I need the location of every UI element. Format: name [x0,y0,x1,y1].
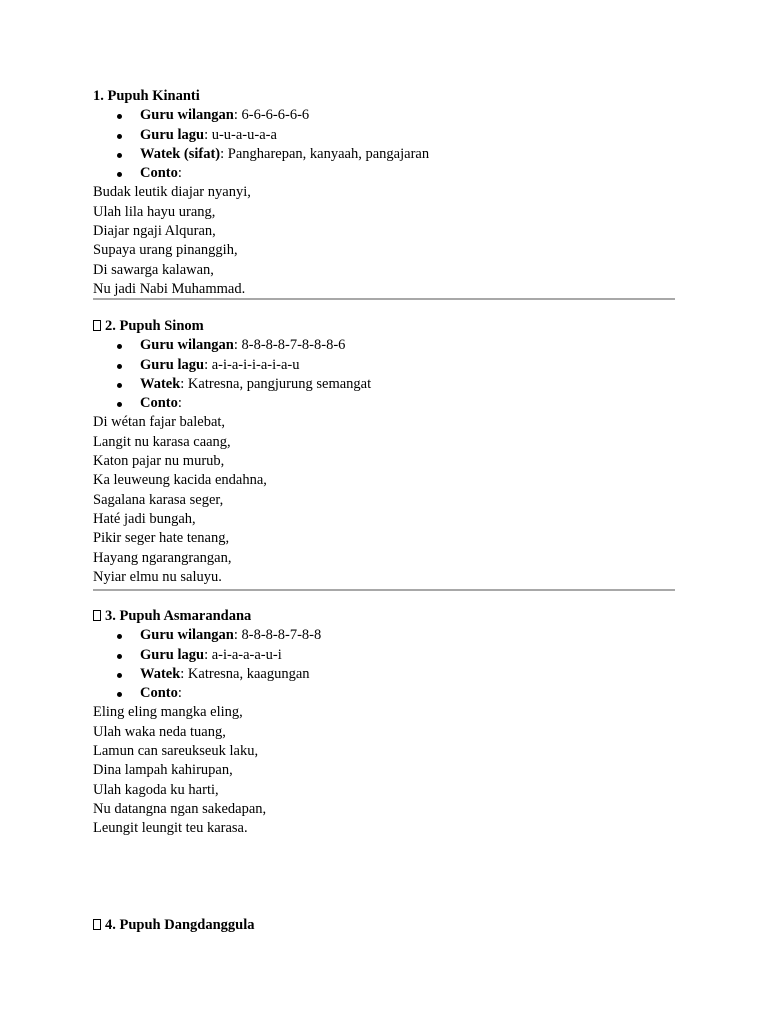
section-title: 4. Pupuh Dangdanggula [93,916,675,935]
section-dangdanggula [93,916,675,935]
verse-line: Ulah lila hayu urang, [93,203,216,220]
verse-line: Nyiar elmu nu saluyu. [93,568,222,585]
verse-line: Lamun can sareukseuk laku, [93,743,259,760]
missing-glyph-icon [93,320,101,331]
section-asmarandana [93,607,675,839]
verse-line: Langit nu karasa caang, [93,433,231,450]
list-item: Guru wilangan: 8-8-8-8-7-8-8 [93,626,675,645]
section-title: 1. Pupuh Kinanti [93,88,200,104]
list-item: Conto: [93,164,675,183]
list-item: Guru lagu: u-u-a-u-a-a [93,126,675,145]
verse-line: Katon pajar nu murub, [93,453,225,470]
verse-line: Supaya urang pinanggih, [93,242,238,259]
missing-glyph-icon [93,610,101,621]
verse-line: Pikir seger hate tenang, [93,530,230,547]
verse-line: Nu datangna ngan sakedapan, [93,800,267,817]
list-item: Conto: [93,684,675,703]
verse-line: Eling eling mangka eling, [93,704,243,721]
verse-line: Dina lampah kahirupan, [93,762,233,779]
verse-line: Di wétan fajar balebat, [93,414,226,431]
section-sinom [93,317,675,587]
list-item: Watek: Katresna, pangjurung semangat [93,375,675,394]
section-kinanti [93,87,675,299]
list-item: Guru lagu: a-i-a-a-a-u-i [93,646,675,665]
list-item: Watek: Katresna, kaagungan [93,665,675,684]
list-item: Guru lagu: a-i-a-i-i-a-i-a-u [93,356,675,375]
list-item: Conto: [93,394,675,413]
list-item: Watek (sifat): Pangharepan, kanyaah, pangajaran [93,145,675,164]
verse-line: Diajar ngaji Alquran, [93,223,216,240]
verse-line: Ka leuweung kacida endahna, [93,472,267,489]
verse-line: Budak leutik diajar nyanyi, [93,184,251,201]
verse-line: Ulah waka neda tuang, [93,723,226,740]
horizontal-divider [93,589,675,591]
list-item: Guru wilangan: 8-8-8-8-7-8-8-8-6 [93,336,675,355]
verse-line: Sagalana karasa seger, [93,491,224,508]
missing-glyph-icon [93,919,101,930]
verse-line: Hayang ngarangrangan, [93,549,232,566]
verse-line: Ulah kagoda ku harti, [93,781,219,798]
section-title: 2. Pupuh Sinom [93,317,675,336]
verse-line: Nu jadi Nabi Muhammad. [93,280,246,297]
list-item: Guru wilangan: 6-6-6-6-6-6 [93,106,675,125]
verse-line: Leungit leungit teu karasa. [93,820,248,837]
horizontal-divider [93,298,675,300]
verse-line: Haté jadi bungah, [93,510,196,527]
verse-line: Di sawarga kalawan, [93,261,214,278]
section-title: 3. Pupuh Asmarandana [93,607,675,626]
